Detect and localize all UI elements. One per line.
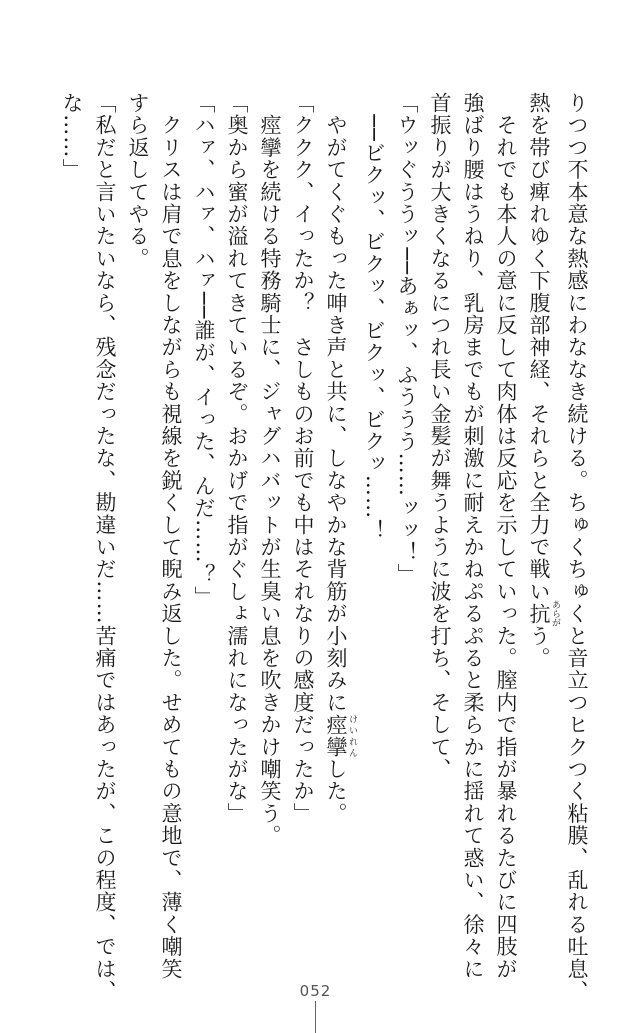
text-line-9: 「ククク、イったか？ さしものお前でも中はそれなりの感度だったか」 bbox=[291, 92, 315, 825]
text-line-12: 「ハァ、ハァ、ハァ──誰が、イった、んだ……？」 bbox=[192, 92, 216, 609]
text-line-8: やがてくぐもった呻き声と共に、しなやかな背筋が小刻みに痙攣 けいれんした。 bbox=[324, 92, 357, 825]
text-line-1: りつつ不本意な熱感にわななき続ける。ちゅくちゅくと音立つヒクつく粘膜、乱れる吐息、 bbox=[565, 92, 589, 1003]
text-line-5: 首振りが大きくなるにつれ長い金髪が舞うように波を打ち、そして、 bbox=[428, 92, 452, 781]
page-number: 052 bbox=[299, 982, 332, 1000]
text-line-16: な……」 bbox=[60, 92, 84, 181]
text-line-6: 「ウッぐううッ──あぁッ、ふううう……ッッ！」 bbox=[395, 92, 419, 586]
text-line-3: それでも本人の意に反して肉体は反応を示していった。膣内で指が暴れるたびに四肢が bbox=[494, 92, 518, 981]
ruby-arakau: あらが bbox=[550, 600, 560, 628]
ruby-keiren: けいれん bbox=[347, 713, 357, 759]
page-divider-line bbox=[315, 1001, 316, 1033]
text-line-4: 強ばり腰はうねり、乳房までもが刺激に耐えかねぷるぷると柔らかに揺れて惑い、徐々に bbox=[461, 92, 485, 980]
text-line-13: クリスは肩で息をしながらも視線を鋭くして睨み返した。せめてもの意地で、薄く嘲笑 bbox=[159, 92, 183, 980]
text-line-14: すら返してやる。 bbox=[126, 92, 150, 270]
text-line-2: 熱を帯び痺れゆく下腹部神経、それらと全力で戦い抗 あらがう。 bbox=[527, 92, 560, 670]
text-line-15: 「私だと言いたいなら、残念だったな、勘違いだ……苦痛ではあったが、この程度、では、 bbox=[93, 92, 117, 1003]
text-line-7: ──ビクッ、ビクッ、ビクッ、ビクッ……！ bbox=[362, 92, 386, 542]
text-line-10: 痙攣を続ける特務騎士に、ジャグハバットが生臭い息を吹きかけ嘲笑う。 bbox=[258, 92, 282, 847]
text-line-11: 「奥から蜜が溢れてきているぞ。おかげで指がぐしょ濡れになったがな」 bbox=[225, 92, 249, 825]
